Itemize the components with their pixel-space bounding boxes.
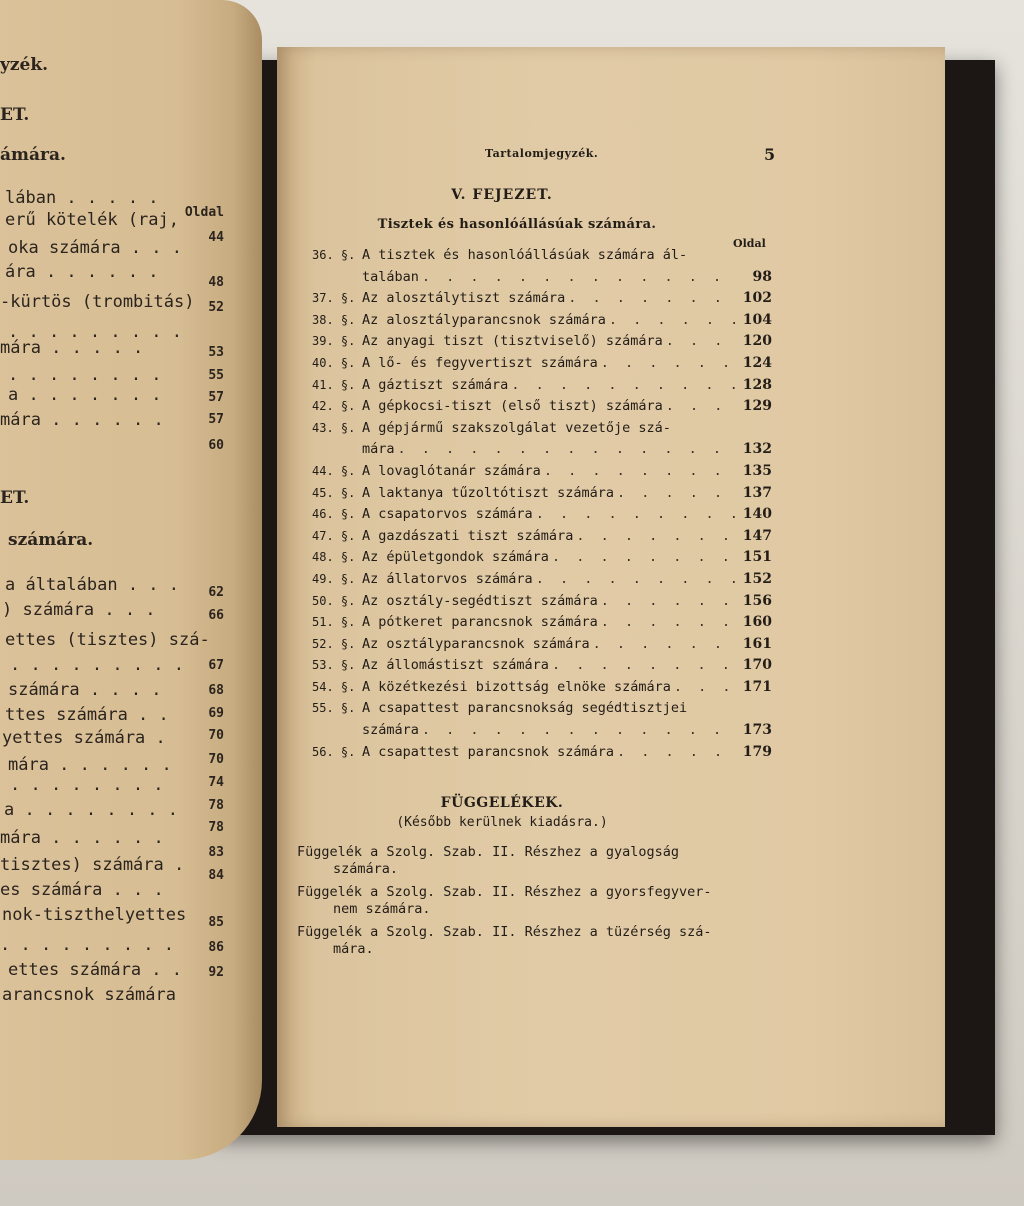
toc-entry-page: 129 xyxy=(742,398,772,415)
left-page-number: 85 xyxy=(208,915,224,930)
toc-entry-title: A tisztek és hasonlóállásúak számára ál- xyxy=(362,247,688,263)
toc-entry xyxy=(312,463,772,485)
toc-entry xyxy=(312,398,772,420)
left-page-fragment: lában . . . . . xyxy=(5,188,159,208)
toc-entry-number: 43. §. xyxy=(312,420,356,435)
toc-entry xyxy=(312,722,772,744)
toc-entry-page: 102 xyxy=(742,290,772,307)
dot-leader xyxy=(536,506,735,522)
left-page-fragment: . . . . . . . . . xyxy=(8,322,182,342)
left-page-fragment: mára . . . . . xyxy=(0,338,144,358)
toc-entry-number: 49. §. xyxy=(312,571,356,586)
dot-leader xyxy=(398,441,735,457)
toc-entry-title: Az állatorvos számára xyxy=(362,570,533,587)
toc-entry-title: A lovaglótanár számára xyxy=(362,462,541,479)
left-page xyxy=(0,0,262,1160)
left-page-number: 66 xyxy=(208,608,224,623)
toc-entry xyxy=(312,290,772,312)
toc-entry xyxy=(312,269,772,291)
left-page-fragment: oka számára . . . xyxy=(8,238,182,258)
toc-entry-number: 47. §. xyxy=(312,528,356,543)
toc-entry-title: mára xyxy=(362,441,395,458)
dot-leader xyxy=(674,679,735,695)
left-page-number: 48 xyxy=(208,275,224,290)
left-page-fragment: . . . . . . . . . xyxy=(10,655,184,675)
dot-leader xyxy=(568,290,735,306)
toc-entry-page: 132 xyxy=(742,441,772,458)
toc-entry xyxy=(312,549,772,571)
toc-entry-page: 120 xyxy=(742,333,772,350)
appendix-line: Függelék a Szolg. Szab. II. Részhez a gyalogság xyxy=(297,844,680,860)
toc-entry-title: A lő- és fegyvertiszt számára xyxy=(362,354,598,371)
toc-entry-page: 170 xyxy=(742,657,772,674)
toc-entry-title: A gazdászati tiszt számára xyxy=(362,527,574,544)
dot-leader xyxy=(601,355,735,371)
left-page-fragment: yettes számára . xyxy=(2,728,166,748)
toc-entry-number: 45. §. xyxy=(312,485,356,500)
left-page-number: 68 xyxy=(208,683,224,698)
toc-entry-title: A csapattest parancsnokság segédtisztjei xyxy=(362,700,688,717)
appendix-item xyxy=(297,924,767,958)
left-page-fragment: . . . . . . . . xyxy=(8,365,162,385)
left-page-number: 53 xyxy=(208,345,224,360)
left-page-fragment: a általában . . . xyxy=(5,575,179,595)
toc-entry-title: Az állomástiszt számára xyxy=(362,657,549,674)
toc-entry-page: 147 xyxy=(742,527,772,544)
toc-entry xyxy=(312,657,772,679)
dot-leader xyxy=(511,377,735,393)
appendix-heading: FÜGGELÉKEK. xyxy=(440,795,564,811)
toc-entry xyxy=(312,614,772,636)
toc-entry xyxy=(312,528,772,550)
left-page-number: 78 xyxy=(208,820,224,835)
toc-entry-title: A gépjármű szakszolgálat vezetője szá- xyxy=(362,419,671,436)
left-page-number: 69 xyxy=(208,706,224,721)
toc-entry-title: A közétkezési bizottság elnöke számára xyxy=(362,678,671,695)
toc-entry-page: 140 xyxy=(742,506,772,523)
toc-entry-page: 135 xyxy=(742,462,772,479)
page-column-label: Oldal xyxy=(733,237,766,250)
toc-entry xyxy=(312,506,772,528)
toc-entry-page: 124 xyxy=(742,354,772,371)
left-page-number: 92 xyxy=(208,965,224,980)
running-head: Tartalomjegyzék. xyxy=(485,147,599,160)
appendix-line: Függelék a Szolg. Szab. II. Részhez a gyorsfegyver- xyxy=(297,884,712,900)
left-page-number: 57 xyxy=(208,390,224,405)
toc-entry xyxy=(312,593,772,615)
toc-entry-number: 39. §. xyxy=(312,334,356,349)
toc-entry-title: Az alosztálytiszt számára xyxy=(362,290,566,307)
toc-entry-number: 41. §. xyxy=(312,377,356,392)
left-page-fragment: ettes (tisztes) szá- xyxy=(5,630,210,650)
left-page-number: 70 xyxy=(208,728,224,743)
left-page-fragment: . . . . . . . . . xyxy=(0,935,174,955)
dot-leader xyxy=(609,312,735,328)
toc-entry-number: 50. §. xyxy=(312,593,356,608)
toc-entry-page: 179 xyxy=(742,743,772,760)
left-page-number: 60 xyxy=(208,438,224,453)
toc-entry-page: 156 xyxy=(742,592,772,609)
left-page-fragment: számára. xyxy=(8,530,94,550)
left-page-fragment: a . . . . . . . . xyxy=(4,800,178,820)
left-page-number: 86 xyxy=(208,940,224,955)
toc-entry xyxy=(312,312,772,334)
dot-leader xyxy=(601,593,735,609)
toc-entry-page: 104 xyxy=(742,311,772,328)
left-page-fragment: ára . . . . . . xyxy=(5,262,159,282)
left-page-fragment: ET. xyxy=(0,105,30,125)
toc-entry-title: A gáztiszt számára xyxy=(362,376,509,393)
dot-leader xyxy=(422,269,735,285)
dot-leader xyxy=(544,463,735,479)
left-page-number: 57 xyxy=(208,412,224,427)
left-page-number: 74 xyxy=(208,775,224,790)
toc-entry-title: Az anyagi tiszt (tisztviselő) számára xyxy=(362,333,663,350)
toc-entry-title: Az épületgondok számára xyxy=(362,549,549,566)
toc-entry-number: 44. §. xyxy=(312,463,356,478)
toc-entry xyxy=(312,247,772,269)
left-page-number: 83 xyxy=(208,845,224,860)
toc-entry-number: 36. §. xyxy=(312,248,356,262)
toc-entry-number: 38. §. xyxy=(312,312,356,327)
toc-entry xyxy=(312,636,772,658)
toc-entry xyxy=(312,355,772,377)
toc-entry-number: 48. §. xyxy=(312,550,356,565)
left-page-fragment: ettes számára . . xyxy=(8,960,182,980)
toc-entry-number: 56. §. xyxy=(312,744,356,759)
toc-entry xyxy=(312,679,772,701)
dot-leader xyxy=(666,398,735,414)
toc-entry-number: 55. §. xyxy=(312,701,356,716)
toc-entry-title: Az osztályparancsnok számára xyxy=(362,635,590,652)
left-page-fragment: ttes számára . . xyxy=(5,705,169,725)
left-page-fragment: mára . . . . . . xyxy=(0,410,164,430)
left-page-fragment: ) számára . . . xyxy=(2,600,156,620)
left-page-fragment: arancsnok számára xyxy=(2,985,176,1005)
chapter-subtitle: Tisztek és hasonlóállásúak számára. xyxy=(377,217,657,232)
toc-entry xyxy=(312,377,772,399)
page-number: 5 xyxy=(764,145,776,164)
left-page-fragment: nok-tiszthelyettes xyxy=(2,905,187,925)
toc-entry-title: A csapattest parancsnok számára xyxy=(362,743,614,760)
dot-leader xyxy=(617,744,735,760)
toc-entry-page: 161 xyxy=(742,635,772,652)
right-page xyxy=(277,47,945,1127)
toc-entry-title: Az osztály-segédtiszt számára xyxy=(362,592,598,609)
appendix-line: Függelék a Szolg. Szab. II. Részhez a tüzérség szá- xyxy=(297,924,712,940)
toc-entry-title: A laktanya tűzoltótiszt számára xyxy=(362,484,614,501)
left-page-fragment: mára . . . . . . xyxy=(0,828,164,848)
toc-entry-number: 42. §. xyxy=(312,399,356,414)
toc-entry-number: 52. §. xyxy=(312,636,356,651)
toc-entry xyxy=(312,571,772,593)
toc-entry-number: 54. §. xyxy=(312,679,356,694)
toc-entry-page: 128 xyxy=(742,376,772,393)
dot-leader xyxy=(576,528,735,544)
left-page-fragment: a . . . . . . . xyxy=(8,385,162,405)
appendix-list xyxy=(297,844,767,964)
left-page-fragment: mára . . . . . . xyxy=(8,755,172,775)
left-page-fragment: yzék. xyxy=(0,55,49,75)
toc-entry xyxy=(312,744,772,766)
toc-entry-title: talában xyxy=(362,268,419,285)
toc-entry-number: 37. §. xyxy=(312,291,356,306)
toc-entry-page: 160 xyxy=(742,614,772,631)
left-page-fragment: . . . . . . . . xyxy=(10,775,164,795)
chapter-heading: V. FEJEZET. xyxy=(451,187,553,203)
toc-entry-page: 151 xyxy=(742,549,772,566)
left-page-number: 52 xyxy=(208,300,224,315)
left-page-number: 84 xyxy=(208,868,224,883)
toc-entry-page: 173 xyxy=(742,722,772,739)
toc-entry-number: 51. §. xyxy=(312,615,356,630)
dot-leader xyxy=(593,636,735,652)
left-page-fragment: ET. xyxy=(0,488,30,508)
left-page-number: 78 xyxy=(208,798,224,813)
toc-entry-title: számára xyxy=(362,722,419,739)
dot-leader xyxy=(666,333,735,349)
appendix-line: számára. xyxy=(333,861,399,877)
toc-entry-title: A pótkeret parancsnok számára xyxy=(362,614,598,631)
toc-entry-page: 152 xyxy=(742,570,772,587)
left-page-fragment: számára . . . . xyxy=(8,680,162,700)
toc-entry-page: 137 xyxy=(742,484,772,501)
left-page-fragment: ámára. xyxy=(0,145,66,165)
dot-leader xyxy=(552,657,735,673)
toc-entry-title: A gépkocsi-tiszt (első tiszt) számára xyxy=(362,398,663,415)
left-page-number: 62 xyxy=(208,585,224,600)
dot-leader xyxy=(536,571,735,587)
dot-leader xyxy=(552,549,735,565)
appendix-item xyxy=(297,844,767,878)
left-page-number: 55 xyxy=(208,368,224,383)
toc-entry-number: 40. §. xyxy=(312,355,356,370)
toc-entry xyxy=(312,485,772,507)
toc-entry xyxy=(312,420,772,442)
left-page-fragment: -kürtös (trombitás) xyxy=(0,292,195,312)
appendix-item xyxy=(297,884,767,918)
appendix-note: (Később kerülnek kiadásra.) xyxy=(396,815,608,830)
toc-entry-title: Az alosztályparancsnok számára xyxy=(362,311,606,328)
appendix-line: nem számára. xyxy=(333,901,431,917)
dot-leader xyxy=(601,614,735,630)
toc-entry xyxy=(312,700,772,722)
left-page-fragment: erű kötelék (raj, xyxy=(5,210,179,230)
toc-entry xyxy=(312,333,772,355)
left-page-number: 70 xyxy=(208,752,224,767)
left-page-number: 67 xyxy=(208,658,224,673)
left-page-fragment: es számára . . . xyxy=(0,880,164,900)
toc-entry-number: 46. §. xyxy=(312,507,356,522)
left-page-fragment: tisztes) számára . xyxy=(0,855,185,875)
left-page-number: 44 xyxy=(208,230,224,245)
dot-leader xyxy=(422,722,735,738)
left-page-number: Oldal xyxy=(184,205,224,220)
appendix-line: mára. xyxy=(333,941,374,957)
toc-entry-page: 98 xyxy=(752,268,772,285)
toc-entry xyxy=(312,441,772,463)
dot-leader xyxy=(617,485,735,501)
toc-entry-page: 171 xyxy=(742,678,772,695)
toc-entry-number: 53. §. xyxy=(312,658,356,673)
toc-entry-title: A csapatorvos számára xyxy=(362,506,533,523)
table-of-contents xyxy=(312,247,772,765)
